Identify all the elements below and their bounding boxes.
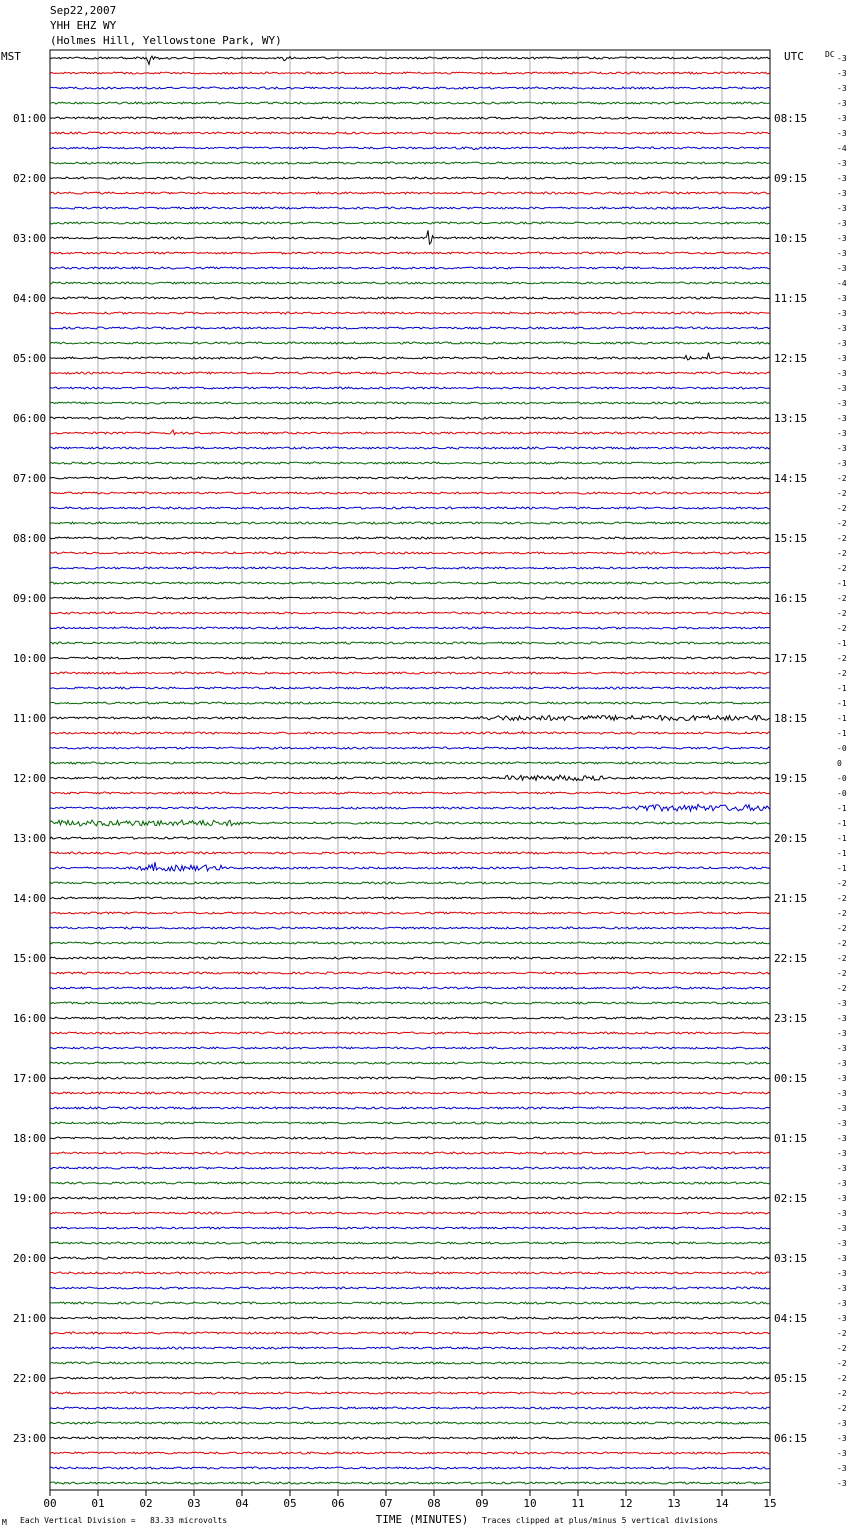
trace-line-88 xyxy=(50,1377,770,1379)
dc-offset-label: -3 xyxy=(837,369,847,378)
right-hour-label: 05:15 xyxy=(774,1372,808,1385)
dc-offset-label: -2 xyxy=(837,564,847,573)
trace-line-3 xyxy=(50,102,770,104)
dc-offset-label: -2 xyxy=(837,984,847,993)
dc-offset-label: -2 xyxy=(837,939,847,948)
trace-line-33 xyxy=(50,552,770,554)
dc-offset-label: -3 xyxy=(837,1179,847,1188)
trace-line-39 xyxy=(50,642,770,644)
trace-line-1 xyxy=(50,72,770,74)
right-hour-label: 04:15 xyxy=(774,1312,808,1325)
right-hour-label: 02:15 xyxy=(774,1192,808,1205)
left-hour-label: 15:00 xyxy=(13,952,47,965)
trace-line-22 xyxy=(50,387,770,389)
trace-line-58 xyxy=(50,927,770,929)
dc-offset-label: -3 xyxy=(837,249,847,258)
dc-offset-label: 0 xyxy=(837,759,842,768)
trace-line-31 xyxy=(50,522,770,524)
dc-offset-label: -2 xyxy=(837,474,847,483)
dc-offset-label: -3 xyxy=(837,99,847,108)
trace-line-45 xyxy=(50,731,770,734)
dc-offset-label: -3 xyxy=(837,54,847,63)
dc-offset-label: -1 xyxy=(837,714,847,723)
x-tick-label: 01 xyxy=(91,1497,105,1510)
trace-line-89 xyxy=(50,1392,770,1394)
right-hour-label: 19:15 xyxy=(774,772,808,785)
trace-line-29 xyxy=(50,492,770,494)
trace-line-42 xyxy=(50,687,770,689)
x-tick-label: 13 xyxy=(667,1497,681,1510)
left-hour-label: 01:00 xyxy=(13,112,47,125)
dc-offset-label: -2 xyxy=(837,969,847,978)
trace-line-64 xyxy=(50,1017,770,1019)
left-hour-label: 09:00 xyxy=(13,592,47,605)
trace-line-11 xyxy=(50,222,770,224)
dc-offset-label: -2 xyxy=(837,924,847,933)
trace-line-30 xyxy=(50,507,770,509)
trace-line-8 xyxy=(50,177,770,179)
trace-line-41 xyxy=(50,672,770,674)
dc-offset-label: -3 xyxy=(837,1134,847,1143)
trace-line-10 xyxy=(50,207,770,209)
trace-line-85 xyxy=(50,1332,770,1334)
trace-line-90 xyxy=(50,1407,770,1409)
trace-line-81 xyxy=(50,1272,770,1274)
dc-offset-label: -3 xyxy=(837,1239,847,1248)
dc-offset-label: -3 xyxy=(837,459,847,468)
left-hour-label: 02:00 xyxy=(13,172,47,185)
x-tick-label: 12 xyxy=(619,1497,633,1510)
dc-offset-label: -3 xyxy=(837,219,847,228)
dc-offset-label: -3 xyxy=(837,429,847,438)
dc-offset-label: -4 xyxy=(837,144,847,153)
right-hour-label: 16:15 xyxy=(774,592,808,605)
left-hour-label: 18:00 xyxy=(13,1132,47,1145)
dc-offset-label: -1 xyxy=(837,729,847,738)
dc-offset-label: -3 xyxy=(837,1434,847,1443)
dc-offset-label: -2 xyxy=(837,609,847,618)
dc-offset-label: -3 xyxy=(837,384,847,393)
dc-offset-label: -1 xyxy=(837,849,847,858)
dc-offset-label: -1 xyxy=(837,639,847,648)
right-hour-label: 08:15 xyxy=(774,112,808,125)
trace-line-19 xyxy=(50,342,770,344)
trace-line-69 xyxy=(50,1092,770,1094)
left-hour-label: 04:00 xyxy=(13,292,47,305)
right-hour-label: 23:15 xyxy=(774,1012,808,1025)
right-hour-label: 11:15 xyxy=(774,292,808,305)
dc-offset-label: -2 xyxy=(837,489,847,498)
trace-line-23 xyxy=(50,402,770,404)
right-hour-label: 10:15 xyxy=(774,232,808,245)
dc-offset-label: -1 xyxy=(837,699,847,708)
trace-line-24 xyxy=(50,417,770,419)
trace-line-82 xyxy=(50,1287,770,1289)
left-hour-label: 19:00 xyxy=(13,1192,47,1205)
dc-offset-label: -3 xyxy=(837,1269,847,1278)
dc-offset-label: -3 xyxy=(837,159,847,168)
dc-offset-label: -3 xyxy=(837,309,847,318)
right-hour-label: 18:15 xyxy=(774,712,808,725)
left-hour-label: 06:00 xyxy=(13,412,47,425)
left-hour-label: 14:00 xyxy=(13,892,47,905)
dc-offset-label: -3 xyxy=(837,1104,847,1113)
dc-offset-label: -3 xyxy=(837,1254,847,1263)
right-timezone-label: UTC xyxy=(784,50,804,63)
dc-offset-label: -3 xyxy=(837,1299,847,1308)
dc-offset-label: -3 xyxy=(837,354,847,363)
left-hour-label: 17:00 xyxy=(13,1072,47,1085)
dc-offset-label: -2 xyxy=(837,504,847,513)
trace-line-63 xyxy=(50,1002,770,1004)
dc-offset-label: -3 xyxy=(837,174,847,183)
right-hour-label: 01:15 xyxy=(774,1132,808,1145)
dc-offset-label: -3 xyxy=(837,1149,847,1158)
dc-offset-label: -2 xyxy=(837,909,847,918)
dc-offset-label: -2 xyxy=(837,534,847,543)
right-hour-label: 13:15 xyxy=(774,412,808,425)
trace-line-91 xyxy=(50,1422,770,1424)
dc-offset-label: -1 xyxy=(837,804,847,813)
x-tick-label: 11 xyxy=(571,1497,585,1510)
dc-offset-label: -3 xyxy=(837,999,847,1008)
dc-offset-label: -3 xyxy=(837,1059,847,1068)
left-hour-label: 03:00 xyxy=(13,232,47,245)
trace-line-84 xyxy=(50,1317,770,1319)
dc-offset-label: -3 xyxy=(837,444,847,453)
clip-note: Traces clipped at plus/minus 5 vertical divisions xyxy=(482,1516,719,1525)
corner-mark: M xyxy=(2,1518,7,1527)
left-hour-label: 05:00 xyxy=(13,352,47,365)
dc-offset-label: -3 xyxy=(837,114,847,123)
trace-line-9 xyxy=(50,192,770,194)
dc-offset-label: -2 xyxy=(837,954,847,963)
right-hour-label: 14:15 xyxy=(774,472,808,485)
dc-offset-label: -3 xyxy=(837,129,847,138)
left-hour-label: 13:00 xyxy=(13,832,47,845)
right-hour-label: 20:15 xyxy=(774,832,808,845)
trace-line-36 xyxy=(50,597,770,599)
trace-line-59 xyxy=(50,942,770,944)
trace-line-26 xyxy=(50,447,770,449)
station-code: YHH EHZ WY xyxy=(50,19,117,32)
right-hour-label: 22:15 xyxy=(774,952,808,965)
dc-header-label: DC xyxy=(825,50,835,59)
left-hour-label: 21:00 xyxy=(13,1312,47,1325)
trace-line-92 xyxy=(50,1437,770,1439)
trace-line-43 xyxy=(50,702,770,704)
right-hour-label: 00:15 xyxy=(774,1072,808,1085)
trace-line-37 xyxy=(50,612,770,614)
dc-offset-label: -2 xyxy=(837,654,847,663)
station-location: (Holmes Hill, Yellowstone Park, WY) xyxy=(50,34,282,47)
right-hour-label: 03:15 xyxy=(774,1252,808,1265)
trace-line-76 xyxy=(50,1197,770,1199)
x-tick-label: 00 xyxy=(43,1497,57,1510)
dc-offset-label: -3 xyxy=(837,204,847,213)
left-hour-label: 07:00 xyxy=(13,472,47,485)
dc-offset-label: -3 xyxy=(837,69,847,78)
dc-offset-label: -0 xyxy=(837,774,847,783)
plot-frame xyxy=(50,50,770,1490)
dc-offset-label: -2 xyxy=(837,519,847,528)
x-tick-label: 04 xyxy=(235,1497,249,1510)
trace-line-87 xyxy=(50,1362,770,1364)
trace-line-67 xyxy=(50,1062,770,1064)
dc-offset-label: -3 xyxy=(837,189,847,198)
trace-line-78 xyxy=(50,1227,770,1229)
trace-line-57 xyxy=(50,912,770,914)
right-hour-label: 09:15 xyxy=(774,172,808,185)
right-hour-label: 12:15 xyxy=(774,352,808,365)
trace-line-95 xyxy=(50,1482,770,1484)
dc-offset-label: -3 xyxy=(837,1089,847,1098)
dc-offset-label: -3 xyxy=(837,84,847,93)
dc-offset-label: -2 xyxy=(837,1404,847,1413)
trace-line-35 xyxy=(50,582,770,584)
trace-line-44 xyxy=(50,716,770,721)
trace-line-65 xyxy=(50,1032,770,1034)
x-tick-label: 08 xyxy=(427,1497,441,1510)
dc-offset-label: -2 xyxy=(837,894,847,903)
trace-line-52 xyxy=(50,837,770,839)
trace-line-32 xyxy=(50,537,770,539)
left-hour-label: 16:00 xyxy=(13,1012,47,1025)
x-tick-label: 03 xyxy=(187,1497,201,1510)
dc-offset-label: -3 xyxy=(837,1119,847,1128)
trace-line-93 xyxy=(50,1452,770,1454)
trace-line-60 xyxy=(50,957,770,959)
dc-offset-label: -2 xyxy=(837,669,847,678)
x-tick-label: 06 xyxy=(331,1497,345,1510)
dc-offset-label: -0 xyxy=(837,744,847,753)
trace-line-70 xyxy=(50,1107,770,1109)
trace-line-0 xyxy=(50,56,770,64)
dc-offset-label: -3 xyxy=(837,1209,847,1218)
trace-line-56 xyxy=(50,897,770,899)
left-timezone-label: MST xyxy=(1,50,21,63)
trace-line-79 xyxy=(50,1242,770,1244)
dc-offset-label: -2 xyxy=(837,879,847,888)
dc-offset-label: -2 xyxy=(837,1359,847,1368)
trace-line-55 xyxy=(50,882,770,884)
trace-line-51 xyxy=(50,820,770,826)
dc-offset-label: -3 xyxy=(837,1014,847,1023)
x-tick-label: 09 xyxy=(475,1497,489,1510)
trace-line-72 xyxy=(50,1137,770,1139)
dc-offset-label: -3 xyxy=(837,1419,847,1428)
trace-line-34 xyxy=(50,567,770,569)
trace-line-54 xyxy=(50,862,770,871)
left-hour-label: 20:00 xyxy=(13,1252,47,1265)
trace-line-40 xyxy=(50,657,770,659)
trace-line-28 xyxy=(50,477,770,479)
trace-line-53 xyxy=(50,852,770,854)
trace-line-50 xyxy=(50,804,770,811)
x-axis-title: TIME (MINUTES) xyxy=(375,1513,469,1526)
trace-line-77 xyxy=(50,1212,770,1214)
trace-line-4 xyxy=(50,117,770,119)
dc-offset-label: -2 xyxy=(837,594,847,603)
right-hour-label: 21:15 xyxy=(774,892,808,905)
dc-offset-label: -2 xyxy=(837,1389,847,1398)
trace-line-68 xyxy=(50,1077,770,1079)
trace-line-74 xyxy=(50,1167,770,1169)
dc-offset-label: -3 xyxy=(837,1074,847,1083)
x-tick-label: 05 xyxy=(283,1497,297,1510)
trace-line-49 xyxy=(50,792,770,794)
x-tick-label: 10 xyxy=(523,1497,537,1510)
trace-line-16 xyxy=(50,297,770,299)
dc-offset-label: -2 xyxy=(837,549,847,558)
trace-line-47 xyxy=(50,762,770,764)
trace-line-20 xyxy=(50,353,770,360)
dc-offset-label: -1 xyxy=(837,579,847,588)
dc-offset-label: -3 xyxy=(837,1164,847,1173)
dc-offset-label: -2 xyxy=(837,1344,847,1353)
trace-line-61 xyxy=(50,972,770,974)
left-hour-label: 22:00 xyxy=(13,1372,47,1385)
trace-line-25 xyxy=(50,430,770,435)
trace-line-15 xyxy=(50,282,770,284)
dc-offset-label: -3 xyxy=(837,1314,847,1323)
dc-offset-label: -2 xyxy=(837,624,847,633)
trace-line-7 xyxy=(50,162,770,164)
trace-line-71 xyxy=(50,1122,770,1124)
trace-line-38 xyxy=(50,627,770,629)
right-hour-label: 17:15 xyxy=(774,652,808,665)
trace-line-66 xyxy=(50,1047,770,1049)
dc-offset-label: -3 xyxy=(837,1224,847,1233)
dc-offset-label: -3 xyxy=(837,1479,847,1488)
right-hour-label: 06:15 xyxy=(774,1432,808,1445)
trace-line-62 xyxy=(50,987,770,989)
trace-line-94 xyxy=(50,1467,770,1469)
dc-offset-label: -3 xyxy=(837,1044,847,1053)
dc-offset-label: -3 xyxy=(837,339,847,348)
trace-line-5 xyxy=(50,132,770,134)
dc-offset-label: -3 xyxy=(837,1029,847,1038)
dc-offset-label: -4 xyxy=(837,279,847,288)
dc-offset-label: -3 xyxy=(837,294,847,303)
trace-line-13 xyxy=(50,252,770,254)
trace-line-73 xyxy=(50,1152,770,1154)
x-tick-label: 15 xyxy=(763,1497,777,1510)
trace-line-18 xyxy=(50,327,770,329)
dc-offset-label: -1 xyxy=(837,819,847,828)
dc-offset-label: -1 xyxy=(837,684,847,693)
dc-offset-label: -3 xyxy=(837,1464,847,1473)
dc-offset-label: -3 xyxy=(837,1449,847,1458)
x-tick-label: 14 xyxy=(715,1497,729,1510)
trace-line-17 xyxy=(50,312,770,314)
left-hour-label: 23:00 xyxy=(13,1432,47,1445)
trace-line-75 xyxy=(50,1182,770,1184)
dc-offset-label: -2 xyxy=(837,1329,847,1338)
left-hour-label: 12:00 xyxy=(13,772,47,785)
dc-offset-label: -3 xyxy=(837,1194,847,1203)
trace-line-12 xyxy=(50,230,770,244)
dc-offset-label: -3 xyxy=(837,1284,847,1293)
dc-offset-label: -1 xyxy=(837,834,847,843)
left-hour-label: 10:00 xyxy=(13,652,47,665)
dc-offset-label: -1 xyxy=(837,864,847,873)
left-hour-label: 08:00 xyxy=(13,532,47,545)
trace-line-83 xyxy=(50,1302,770,1304)
trace-line-21 xyxy=(50,372,770,374)
dc-offset-label: -0 xyxy=(837,789,847,798)
trace-line-6 xyxy=(50,147,770,150)
dc-offset-label: -3 xyxy=(837,399,847,408)
trace-line-27 xyxy=(50,462,770,464)
x-tick-label: 07 xyxy=(379,1497,393,1510)
trace-line-2 xyxy=(50,87,770,89)
dc-offset-label: -3 xyxy=(837,414,847,423)
dc-offset-label: -2 xyxy=(837,1374,847,1383)
trace-line-46 xyxy=(50,747,770,749)
trace-line-80 xyxy=(50,1257,770,1259)
trace-line-14 xyxy=(50,267,770,269)
x-tick-label: 02 xyxy=(139,1497,153,1510)
right-hour-label: 15:15 xyxy=(774,532,808,545)
dc-offset-label: -3 xyxy=(837,264,847,273)
plot-date: Sep22,2007 xyxy=(50,4,117,17)
left-hour-label: 11:00 xyxy=(13,712,47,725)
scale-note: Each Vertical Division = 83.33 microvolts xyxy=(20,1516,228,1525)
trace-line-86 xyxy=(50,1347,770,1349)
dc-offset-label: -3 xyxy=(837,234,847,243)
trace-line-48 xyxy=(50,775,770,780)
dc-offset-label: -3 xyxy=(837,324,847,333)
